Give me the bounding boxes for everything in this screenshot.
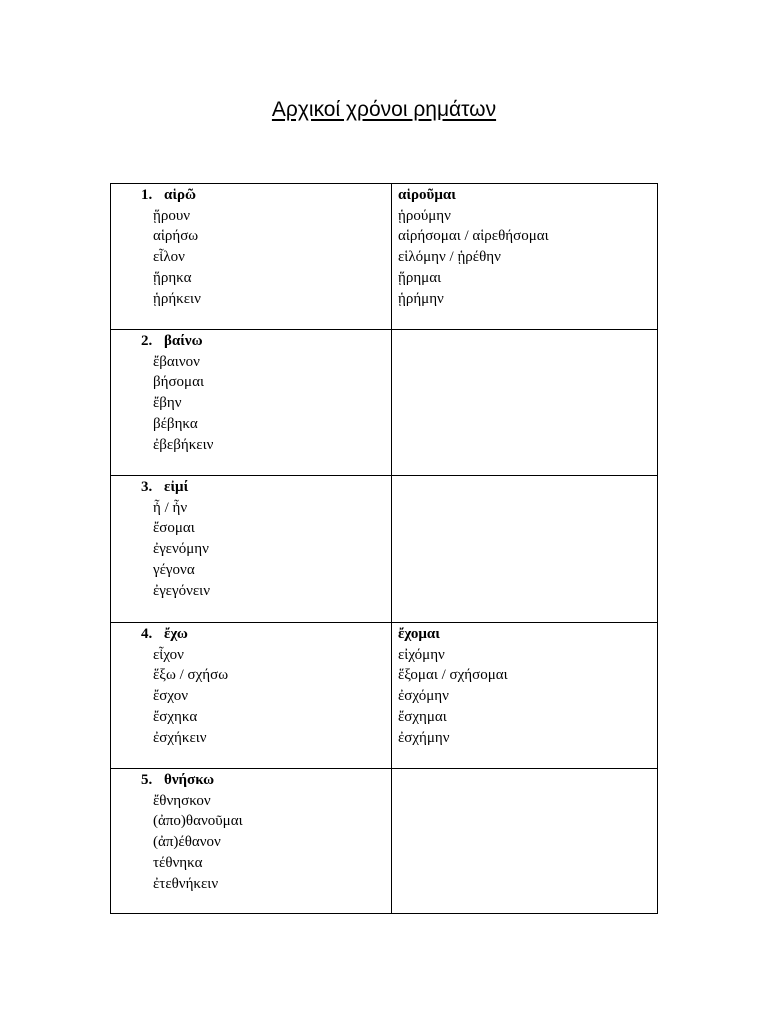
row-number: 1.	[141, 187, 153, 203]
principal-part: τέθνηκα	[153, 854, 203, 871]
middle-principal-part: ἔσχημαι	[398, 708, 447, 725]
headword: εἰμί	[164, 479, 189, 495]
headword: θνήσκω	[164, 772, 215, 788]
middle-principal-part: αἱρήσομαι / αἱρεθήσομαι	[398, 228, 549, 245]
verb-row	[111, 330, 658, 476]
principal-part: ἔσχον	[153, 688, 188, 705]
principal-part: ᾑρήκειν	[153, 290, 201, 307]
headword-line	[141, 770, 391, 791]
principal-part: ἐγενόμην	[153, 541, 209, 558]
active-forms-cell	[111, 623, 392, 769]
middle-forms-cell-empty	[392, 476, 658, 623]
active-forms-cell	[111, 330, 392, 476]
principal-part: βήσομαι	[153, 374, 204, 391]
principal-part: εἶχον	[153, 646, 184, 663]
principal-part: ᾕρουν	[153, 207, 191, 224]
principal-part: ἔβαινον	[153, 353, 200, 370]
principal-part: ἐσχήκειν	[153, 729, 207, 746]
headword: ἔχω	[164, 626, 188, 642]
page-title: Αρχικοί χρόνοι ρημάτων	[271, 98, 497, 121]
principal-part: ἔβην	[153, 395, 182, 412]
middle-principal-part: ᾕρημαι	[398, 269, 442, 286]
principal-part: εἷλον	[153, 249, 185, 266]
headword: βαίνω	[164, 333, 203, 349]
active-forms-cell	[111, 184, 392, 330]
headword-line	[141, 331, 391, 352]
middle-principal-part: ἐσχήμην	[398, 729, 450, 746]
headword-line	[141, 477, 391, 498]
principal-part: βέβηκα	[153, 415, 198, 432]
middle-forms-cell	[392, 623, 658, 769]
middle-headword: αἱροῦμαι	[398, 187, 456, 203]
verb-row	[111, 476, 658, 623]
principal-part: ἕξω / σχήσω	[153, 667, 229, 684]
active-forms-cell	[111, 476, 392, 623]
middle-principal-part: ἐσχόμην	[398, 688, 449, 705]
middle-forms-cell-empty	[392, 330, 658, 476]
middle-principal-part: εἱλόμην / ᾑρέθην	[398, 249, 501, 266]
principal-part: γέγονα	[153, 561, 195, 578]
middle-headword: ἔχομαι	[398, 626, 440, 642]
middle-principal-part: ᾑρούμην	[398, 207, 451, 224]
verb-row	[111, 769, 658, 914]
middle-principal-part: εἰχόμην	[398, 646, 445, 663]
headword: αἱρῶ	[164, 187, 197, 203]
principal-part: (ἀπ)έθανον	[153, 834, 221, 851]
principal-part: ᾕρηκα	[153, 269, 192, 286]
principal-part: ἦ / ἦν	[153, 499, 188, 516]
row-number: 2.	[141, 333, 153, 349]
principal-part: ἐτεθνήκειν	[153, 875, 219, 892]
active-forms-cell	[111, 769, 392, 914]
verb-table	[110, 183, 658, 914]
headword-line	[141, 624, 391, 645]
headword-line	[141, 185, 391, 206]
principal-part: ἔσχηκα	[153, 708, 198, 725]
middle-principal-part: ᾑρήμην	[398, 290, 444, 307]
verb-row	[111, 623, 658, 769]
verb-row	[111, 184, 658, 330]
middle-forms-cell-empty	[392, 769, 658, 914]
middle-forms-cell	[392, 184, 658, 330]
row-number: 4.	[141, 626, 153, 642]
row-number: 5.	[141, 772, 153, 788]
principal-part: ἔθνησκον	[153, 792, 211, 809]
middle-principal-part: ἕξομαι / σχήσομαι	[398, 667, 508, 684]
principal-part: ἐγεγόνειν	[153, 582, 210, 599]
row-number: 3.	[141, 479, 153, 495]
principal-part: ἔσομαι	[153, 520, 195, 537]
principal-part: ἐβεβήκειν	[153, 436, 214, 453]
principal-part: (ἀπο)θανοῦμαι	[153, 813, 243, 830]
principal-part: αἱρήσω	[153, 228, 199, 245]
